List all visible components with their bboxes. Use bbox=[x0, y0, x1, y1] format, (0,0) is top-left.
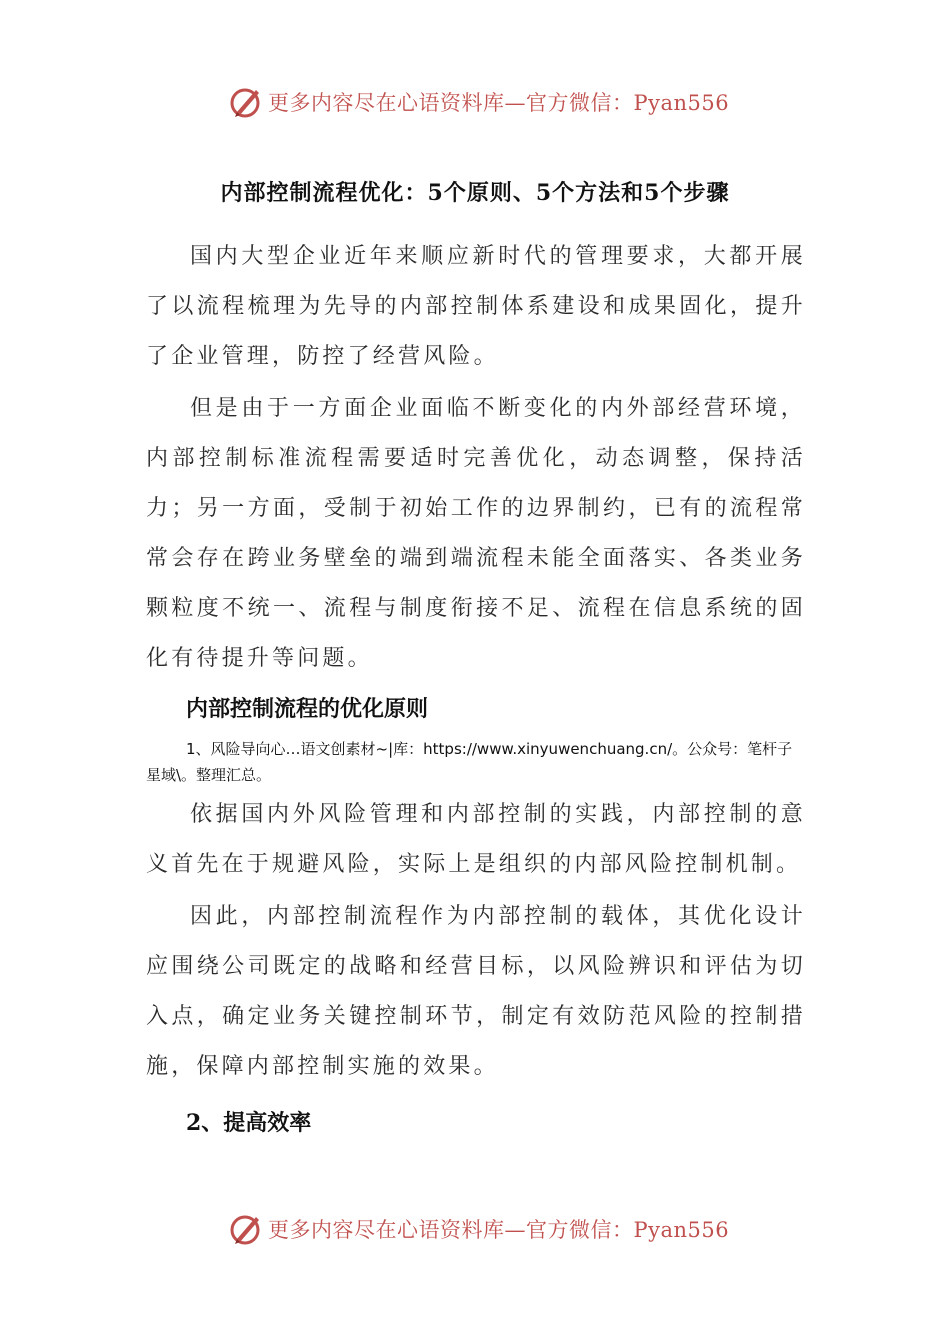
banner-text: 更多内容尽在心语资料库—官方微信：Pyan556 bbox=[268, 1218, 730, 1242]
pen-logo-icon bbox=[228, 1211, 264, 1247]
paragraph: 国内大型企业近年来顺应新时代的管理要求，大都开展了以流程梳理为先导的内部控制体系建设和成果固化，提升了企业管理，防控了经营风险。 bbox=[146, 244, 806, 369]
document-title: 内部控制流程优化：5个原则、5个方法和5个步骤 bbox=[220, 180, 730, 206]
section-heading: 内部控制流程的优化原则 bbox=[186, 696, 429, 722]
banner-text: 更多内容尽在心语资料库—官方微信：Pyan556 bbox=[268, 91, 730, 115]
source-note: 1、风险导向心…语文创素材~|库：https://www.xinyuwenchuang.cn/。公众号：笔杆子星域\。整理汇总。 bbox=[146, 740, 793, 784]
paragraph: 依据国内外风险管理和内部控制的实践，内部控制的意义首先在于规避风险，实际上是组织的内部风险控制机制。 bbox=[146, 802, 806, 877]
paragraph: 但是由于一方面企业面临不断变化的内外部经营环境，内部控制标准流程需要适时完善优化，动态调整，保持活力；另一方面，受制于初始工作的边界制约，已有的流程常常会存在跨业务壁垒的端到端流程未能全面落实、各类业务颗粒度不统一、流程与制度衔接不足、流程在信息系统的固化有待提升等问题。 bbox=[146, 396, 806, 671]
header-banner bbox=[228, 82, 729, 122]
document-body bbox=[146, 232, 806, 1148]
pen-logo-icon bbox=[228, 84, 264, 120]
subheading: 2、提高效率 bbox=[186, 1110, 312, 1136]
paragraph: 因此，内部控制流程作为内部控制的载体，其优化设计应围绕公司既定的战略和经营目标，以风险辨识和评估为切入点，确定业务关键控制环节，制定有效防范风险的控制措施，保障内部控制实施的效果。 bbox=[146, 904, 806, 1079]
footer-banner bbox=[228, 1209, 729, 1249]
